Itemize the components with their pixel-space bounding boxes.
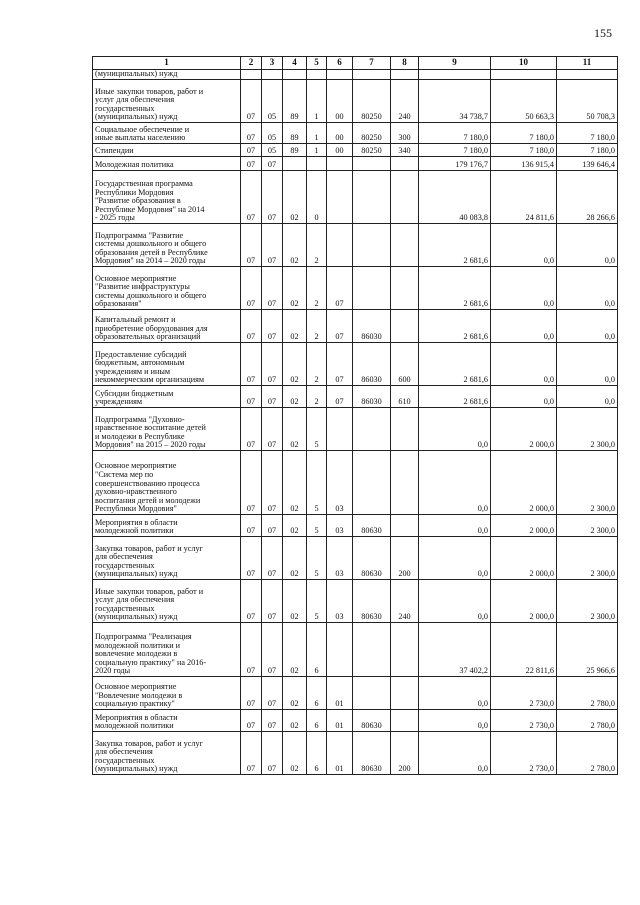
header-cell: 2: [241, 57, 262, 70]
code-direction-cell: [353, 70, 391, 80]
code-subsection-cell: 07: [262, 310, 283, 343]
amount-col-10-cell: 7 180,0: [491, 123, 557, 144]
row-name-cell: Основное мероприятие "Развитие инфраструктуры системы дошкольного и общего образования": [93, 267, 241, 310]
amount-col-9-cell: 37 402,2: [419, 623, 491, 677]
code-activity-cell: [327, 157, 353, 171]
amount-col-10-cell: 0,0: [491, 343, 557, 386]
code-program-cell: 02: [283, 451, 307, 515]
row-name-cell: Основное мероприятие "Система мер по совершенствованию процесса духовно-нравственного воспитания детей и молодежи Республики Мордовия": [93, 451, 241, 515]
code-expense-type-cell: [391, 267, 419, 310]
amount-col-11-cell: 7 180,0: [557, 144, 618, 157]
code-section-cell: 07: [241, 515, 262, 537]
code-subprogram-cell: [307, 70, 327, 80]
code-activity-cell: 01: [327, 710, 353, 732]
code-subprogram-cell: 5: [307, 515, 327, 537]
amount-col-9-cell: 7 180,0: [419, 123, 491, 144]
row-name-cell: Закупка товаров, работ и услуг для обеспечения государственных (муниципальных) нужд: [93, 537, 241, 580]
table-row: [93, 408, 618, 451]
table-row: [93, 451, 618, 515]
code-subsection-cell: 07: [262, 267, 283, 310]
header-cell: 3: [262, 57, 283, 70]
code-subprogram-cell: 5: [307, 451, 327, 515]
code-direction-cell: 86030: [353, 386, 391, 408]
code-subsection-cell: 07: [262, 677, 283, 710]
code-direction-cell: 80630: [353, 710, 391, 732]
amount-col-9-cell: 2 681,6: [419, 224, 491, 267]
code-expense-type-cell: 200: [391, 537, 419, 580]
code-program-cell: 02: [283, 580, 307, 623]
amount-col-10-cell: 2 730,0: [491, 732, 557, 775]
amount-col-9-cell: 7 180,0: [419, 144, 491, 157]
amount-col-9-cell: 34 738,7: [419, 80, 491, 123]
code-subsection-cell: 07: [262, 580, 283, 623]
code-direction-cell: [353, 267, 391, 310]
code-program-cell: 02: [283, 732, 307, 775]
row-name-cell: Закупка товаров, работ и услуг для обеспечения государственных (муниципальных) нужд: [93, 732, 241, 775]
amount-col-10-cell: 50 663,3: [491, 80, 557, 123]
header-cell: 10: [491, 57, 557, 70]
code-activity-cell: 03: [327, 580, 353, 623]
code-expense-type-cell: [391, 157, 419, 171]
code-subprogram-cell: 2: [307, 267, 327, 310]
code-program-cell: 89: [283, 80, 307, 123]
code-program-cell: 02: [283, 677, 307, 710]
amount-col-11-cell: 0,0: [557, 386, 618, 408]
code-subprogram-cell: [307, 157, 327, 171]
amount-col-11-cell: 2 780,0: [557, 732, 618, 775]
code-section-cell: 07: [241, 343, 262, 386]
header-cell: 8: [391, 57, 419, 70]
code-subprogram-cell: 2: [307, 386, 327, 408]
table-row: [93, 224, 618, 267]
table-row: [93, 537, 618, 580]
code-subsection-cell: 05: [262, 123, 283, 144]
table-row: [93, 157, 618, 171]
table-row: [93, 710, 618, 732]
code-activity-cell: 07: [327, 310, 353, 343]
amount-col-10-cell: 2 000,0: [491, 451, 557, 515]
code-subsection-cell: 07: [262, 343, 283, 386]
code-expense-type-cell: [391, 224, 419, 267]
row-name-cell: Предоставление субсидий бюджетным, автономным учреждениям и иным некоммерческим организациям: [93, 343, 241, 386]
amount-col-11-cell: 28 266,6: [557, 171, 618, 224]
code-subsection-cell: 07: [262, 515, 283, 537]
code-program-cell: 02: [283, 267, 307, 310]
code-section-cell: 07: [241, 451, 262, 515]
code-section-cell: 07: [241, 123, 262, 144]
header-cell: 5: [307, 57, 327, 70]
code-section-cell: 07: [241, 677, 262, 710]
code-expense-type-cell: [391, 451, 419, 515]
code-program-cell: [283, 70, 307, 80]
amount-col-9-cell: 2 681,6: [419, 267, 491, 310]
amount-col-9-cell: 0,0: [419, 408, 491, 451]
code-section-cell: 07: [241, 710, 262, 732]
code-subprogram-cell: 2: [307, 310, 327, 343]
table-row: [93, 144, 618, 157]
row-name-cell: Подпрограмма "Развитие системы дошкольного и общего образования детей в Республике Мордовия" на 2014 – 2020 годы: [93, 224, 241, 267]
code-direction-cell: [353, 157, 391, 171]
code-direction-cell: 86030: [353, 343, 391, 386]
amount-col-9-cell: 2 681,6: [419, 310, 491, 343]
amount-col-9-cell: 0,0: [419, 537, 491, 580]
code-subsection-cell: 07: [262, 224, 283, 267]
code-section-cell: 07: [241, 80, 262, 123]
amount-col-10-cell: 0,0: [491, 224, 557, 267]
code-program-cell: 02: [283, 310, 307, 343]
amount-col-9-cell: 2 681,6: [419, 386, 491, 408]
code-expense-type-cell: 300: [391, 123, 419, 144]
code-expense-type-cell: 610: [391, 386, 419, 408]
code-activity-cell: 07: [327, 267, 353, 310]
amount-col-11-cell: 25 966,6: [557, 623, 618, 677]
table-row: [93, 515, 618, 537]
code-expense-type-cell: [391, 171, 419, 224]
amount-col-9-cell: [419, 70, 491, 80]
code-direction-cell: 80250: [353, 80, 391, 123]
code-program-cell: 02: [283, 408, 307, 451]
code-subsection-cell: 07: [262, 451, 283, 515]
amount-col-11-cell: 2 780,0: [557, 710, 618, 732]
code-subsection-cell: 07: [262, 171, 283, 224]
code-subprogram-cell: 6: [307, 732, 327, 775]
row-name-cell: Молодежная политика: [93, 157, 241, 171]
code-section-cell: 07: [241, 732, 262, 775]
code-subprogram-cell: 6: [307, 623, 327, 677]
amount-col-10-cell: 2 730,0: [491, 677, 557, 710]
code-subsection-cell: 07: [262, 408, 283, 451]
amount-col-9-cell: 0,0: [419, 677, 491, 710]
code-subprogram-cell: 6: [307, 677, 327, 710]
header-cell: 7: [353, 57, 391, 70]
code-direction-cell: 86030: [353, 310, 391, 343]
code-expense-type-cell: [391, 710, 419, 732]
code-direction-cell: [353, 224, 391, 267]
code-activity-cell: [327, 224, 353, 267]
code-activity-cell: 07: [327, 343, 353, 386]
code-subprogram-cell: 2: [307, 343, 327, 386]
table-row: [93, 343, 618, 386]
code-program-cell: 02: [283, 710, 307, 732]
row-name-cell: Стипендии: [93, 144, 241, 157]
code-activity-cell: 03: [327, 451, 353, 515]
code-subprogram-cell: 5: [307, 580, 327, 623]
amount-col-11-cell: 2 300,0: [557, 451, 618, 515]
code-direction-cell: 80630: [353, 732, 391, 775]
code-expense-type-cell: 240: [391, 580, 419, 623]
code-subsection-cell: 07: [262, 386, 283, 408]
code-subprogram-cell: 2: [307, 224, 327, 267]
code-expense-type-cell: [391, 310, 419, 343]
amount-col-10-cell: [491, 70, 557, 80]
code-activity-cell: 01: [327, 677, 353, 710]
amount-col-9-cell: 0,0: [419, 451, 491, 515]
header-cell: 4: [283, 57, 307, 70]
code-section-cell: 07: [241, 267, 262, 310]
row-name-cell: (муниципальных) нужд: [93, 70, 241, 80]
budget-table: [92, 56, 618, 775]
code-subprogram-cell: 1: [307, 144, 327, 157]
code-section-cell: 07: [241, 157, 262, 171]
code-expense-type-cell: [391, 623, 419, 677]
row-name-cell: Подпрограмма "Духовно- нравственное воспитание детей и молодежи в Республике Мордовия" на 2015 – 2020 годы: [93, 408, 241, 451]
code-expense-type-cell: [391, 408, 419, 451]
amount-col-9-cell: 0,0: [419, 580, 491, 623]
code-activity-cell: 00: [327, 80, 353, 123]
code-direction-cell: [353, 623, 391, 677]
amount-col-10-cell: 24 811,6: [491, 171, 557, 224]
code-section-cell: 07: [241, 386, 262, 408]
amount-col-10-cell: 2 000,0: [491, 408, 557, 451]
code-activity-cell: 03: [327, 515, 353, 537]
row-name-cell: Иные закупки товаров, работ и услуг для обеспечения государственных (муниципальных) нужд: [93, 580, 241, 623]
code-program-cell: 02: [283, 386, 307, 408]
code-direction-cell: 80630: [353, 537, 391, 580]
amount-col-11-cell: 2 780,0: [557, 677, 618, 710]
amount-col-11-cell: 7 180,0: [557, 123, 618, 144]
code-direction-cell: 80250: [353, 123, 391, 144]
code-section-cell: 07: [241, 623, 262, 677]
header-cell: 11: [557, 57, 618, 70]
amount-col-11-cell: 50 708,3: [557, 80, 618, 123]
code-expense-type-cell: 340: [391, 144, 419, 157]
code-program-cell: 02: [283, 623, 307, 677]
amount-col-10-cell: 136 915,4: [491, 157, 557, 171]
table-row: [93, 623, 618, 677]
code-section-cell: 07: [241, 537, 262, 580]
code-subsection-cell: 05: [262, 80, 283, 123]
amount-col-9-cell: 179 176,7: [419, 157, 491, 171]
code-program-cell: 02: [283, 343, 307, 386]
table-row: [93, 310, 618, 343]
table-row: [93, 70, 618, 80]
code-subprogram-cell: 5: [307, 408, 327, 451]
row-name-cell: Субсидии бюджетным учреждениям: [93, 386, 241, 408]
row-name-cell: Мероприятия в области молодежной политики: [93, 515, 241, 537]
row-name-cell: Капитальный ремонт и приобретение оборудования для образовательных организаций: [93, 310, 241, 343]
header-cell: 1: [93, 57, 241, 70]
code-activity-cell: [327, 623, 353, 677]
page-number: 155: [594, 26, 612, 40]
code-subsection-cell: 05: [262, 144, 283, 157]
amount-col-10-cell: 2 000,0: [491, 537, 557, 580]
amount-col-11-cell: 2 300,0: [557, 537, 618, 580]
code-subsection-cell: 07: [262, 710, 283, 732]
table-body: [93, 70, 618, 775]
code-section-cell: 07: [241, 408, 262, 451]
code-expense-type-cell: [391, 515, 419, 537]
amount-col-10-cell: 0,0: [491, 386, 557, 408]
code-direction-cell: 80250: [353, 144, 391, 157]
amount-col-11-cell: 0,0: [557, 224, 618, 267]
code-subprogram-cell: 0: [307, 171, 327, 224]
code-expense-type-cell: [391, 677, 419, 710]
header-row: [93, 57, 618, 70]
code-direction-cell: [353, 408, 391, 451]
amount-col-11-cell: 2 300,0: [557, 408, 618, 451]
amount-col-10-cell: 2 000,0: [491, 515, 557, 537]
amount-col-10-cell: 2 730,0: [491, 710, 557, 732]
code-subsection-cell: 07: [262, 537, 283, 580]
code-program-cell: 89: [283, 144, 307, 157]
code-activity-cell: 01: [327, 732, 353, 775]
amount-col-11-cell: 2 300,0: [557, 580, 618, 623]
amount-col-11-cell: 0,0: [557, 310, 618, 343]
table-row: [93, 732, 618, 775]
table-row: [93, 580, 618, 623]
code-direction-cell: [353, 171, 391, 224]
row-name-cell: Мероприятия в области молодежной политики: [93, 710, 241, 732]
table-row: [93, 386, 618, 408]
amount-col-11-cell: 2 300,0: [557, 515, 618, 537]
code-direction-cell: 80630: [353, 580, 391, 623]
row-name-cell: Подпрограмма "Реализация молодежной политики и вовлечение молодежи в социальную практику" на 2016- 2020 годы: [93, 623, 241, 677]
code-direction-cell: 80630: [353, 515, 391, 537]
row-name-cell: Иные закупки товаров, работ и услуг для обеспечения государственных (муниципальных) нужд: [93, 80, 241, 123]
code-subprogram-cell: 1: [307, 80, 327, 123]
code-program-cell: 02: [283, 537, 307, 580]
table-row: [93, 677, 618, 710]
amount-col-10-cell: 7 180,0: [491, 144, 557, 157]
amount-col-9-cell: 0,0: [419, 515, 491, 537]
code-subsection-cell: 07: [262, 732, 283, 775]
header-cell: 6: [327, 57, 353, 70]
code-section-cell: 07: [241, 144, 262, 157]
amount-col-11-cell: [557, 70, 618, 80]
amount-col-9-cell: 0,0: [419, 732, 491, 775]
code-expense-type-cell: [391, 70, 419, 80]
row-name-cell: Государственная программа Республики Мордовия "Развитие образования в Республике Мордовия" на 2014 - 2025 годы: [93, 171, 241, 224]
code-expense-type-cell: 600: [391, 343, 419, 386]
code-activity-cell: 03: [327, 537, 353, 580]
code-expense-type-cell: 200: [391, 732, 419, 775]
code-subprogram-cell: 5: [307, 537, 327, 580]
code-section-cell: 07: [241, 580, 262, 623]
code-program-cell: 02: [283, 515, 307, 537]
amount-col-10-cell: 2 000,0: [491, 580, 557, 623]
code-subsection-cell: 07: [262, 623, 283, 677]
code-program-cell: 02: [283, 224, 307, 267]
table-row: [93, 123, 618, 144]
code-direction-cell: [353, 451, 391, 515]
code-activity-cell: [327, 171, 353, 224]
amount-col-10-cell: 0,0: [491, 310, 557, 343]
amount-col-9-cell: 0,0: [419, 710, 491, 732]
code-section-cell: 07: [241, 310, 262, 343]
code-subprogram-cell: 6: [307, 710, 327, 732]
code-activity-cell: 00: [327, 144, 353, 157]
code-activity-cell: 07: [327, 386, 353, 408]
row-name-cell: Основное мероприятие "Вовлечение молодежи в социальную практику": [93, 677, 241, 710]
code-activity-cell: [327, 70, 353, 80]
amount-col-11-cell: 0,0: [557, 267, 618, 310]
amount-col-11-cell: 0,0: [557, 343, 618, 386]
code-program-cell: 02: [283, 171, 307, 224]
code-expense-type-cell: 240: [391, 80, 419, 123]
amount-col-9-cell: 2 681,6: [419, 343, 491, 386]
code-subsection-cell: [262, 70, 283, 80]
table-row: [93, 80, 618, 123]
code-subsection-cell: 07: [262, 157, 283, 171]
code-program-cell: 89: [283, 123, 307, 144]
amount-col-10-cell: 0,0: [491, 267, 557, 310]
code-activity-cell: [327, 408, 353, 451]
code-subprogram-cell: 1: [307, 123, 327, 144]
amount-col-10-cell: 22 811,6: [491, 623, 557, 677]
code-section-cell: 07: [241, 171, 262, 224]
code-section-cell: [241, 70, 262, 80]
header-cell: 9: [419, 57, 491, 70]
code-program-cell: [283, 157, 307, 171]
code-section-cell: 07: [241, 224, 262, 267]
table-row: [93, 171, 618, 224]
row-name-cell: Социальное обеспечение и иные выплаты населению: [93, 123, 241, 144]
code-activity-cell: 00: [327, 123, 353, 144]
code-direction-cell: [353, 677, 391, 710]
amount-col-11-cell: 139 646,4: [557, 157, 618, 171]
amount-col-9-cell: 40 083,8: [419, 171, 491, 224]
table-row: [93, 267, 618, 310]
